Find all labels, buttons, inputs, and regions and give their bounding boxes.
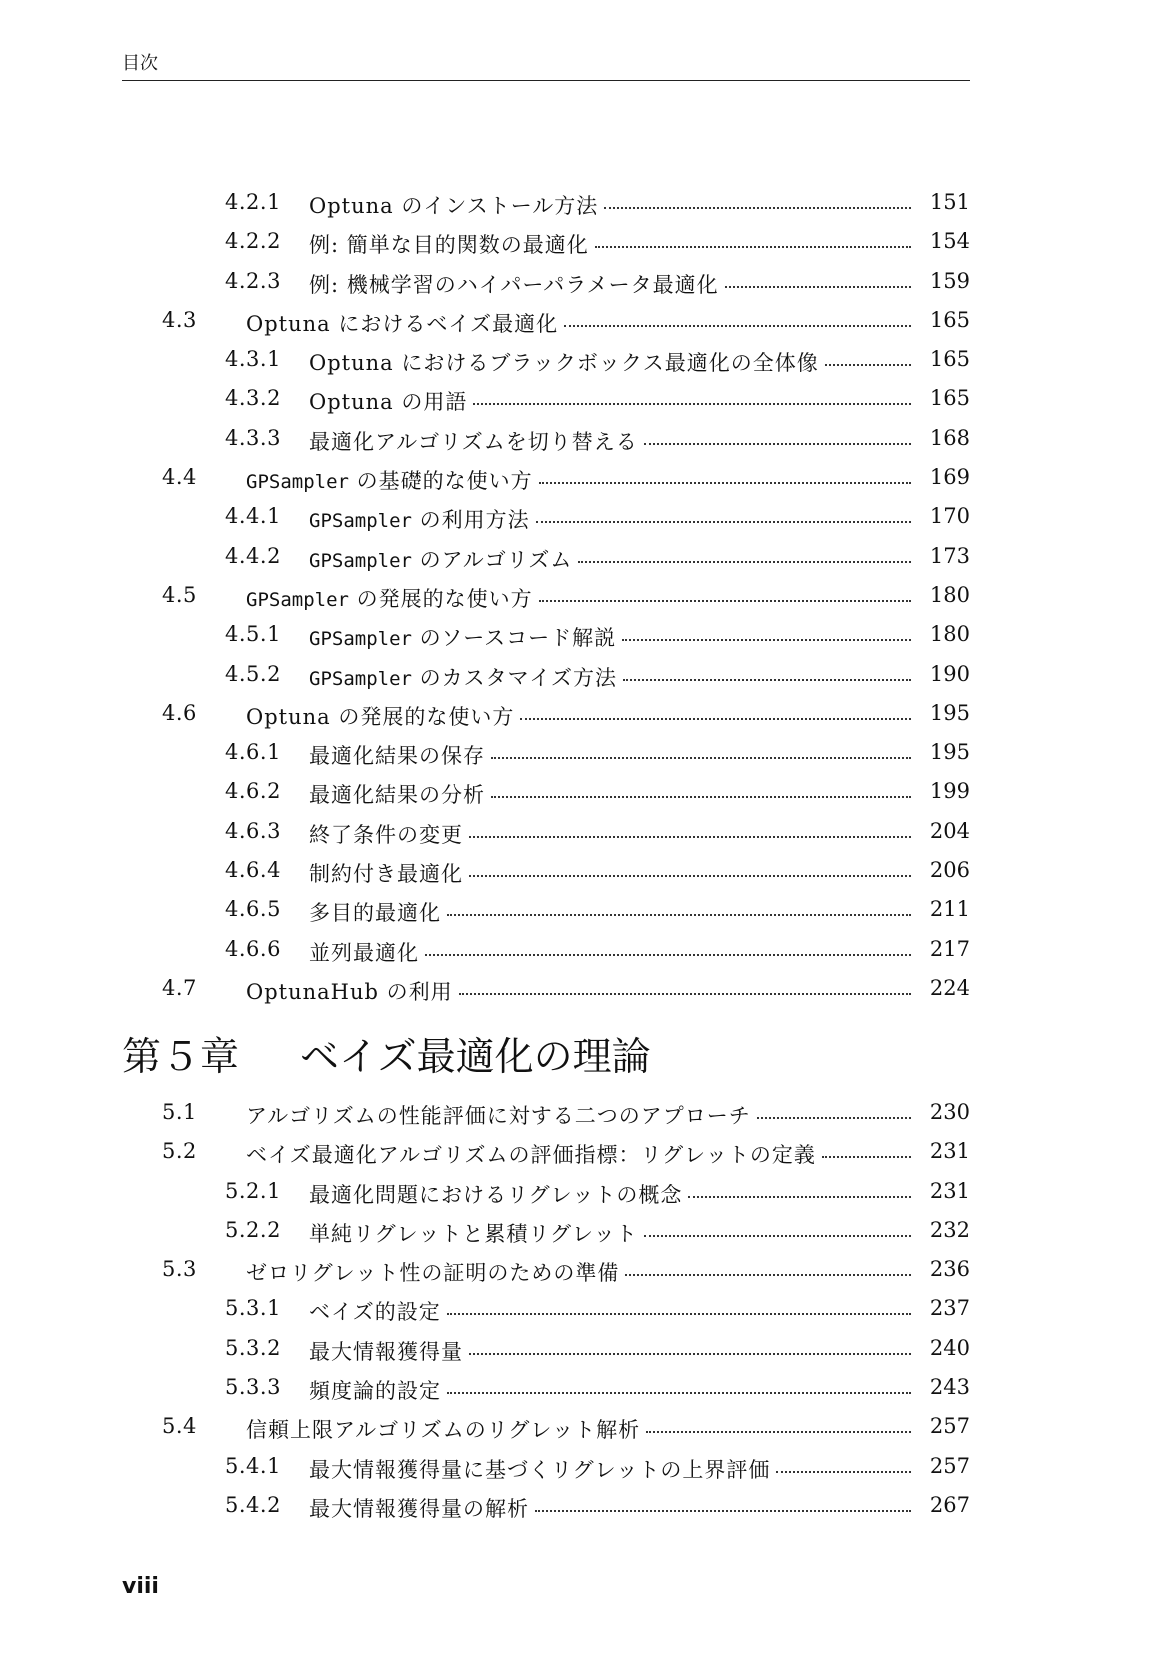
toc-entry-number: 4.5.2 (225, 661, 281, 686)
chapter-heading (122, 1036, 651, 1080)
toc-entry-number: 4.2.3 (225, 268, 281, 293)
toc-dot-leader (459, 993, 911, 995)
toc-entry-page: 224 (929, 975, 970, 1000)
toc-entry-page: 159 (929, 268, 970, 293)
toc-dot-leader (625, 1274, 911, 1276)
toc-entry-title-line (309, 347, 917, 377)
toc-entry[interactable] (0, 459, 1165, 498)
toc-entry-title: Optuna の発展的な使い方 (246, 704, 515, 729)
toc-entry[interactable] (0, 695, 1165, 734)
toc-entry-page: 257 (929, 1453, 970, 1478)
toc-dot-leader (535, 1510, 911, 1512)
toc-entry-title-line (246, 976, 917, 1006)
toc-entry-number: 5.2 (162, 1139, 197, 1164)
toc-entry-title (246, 465, 533, 495)
toc-entry-number: 4.6.6 (225, 936, 281, 961)
toc-entry-title-line (309, 386, 917, 416)
toc-entry[interactable] (0, 577, 1165, 616)
toc-entry-number: 4.2.2 (225, 229, 281, 254)
toc-entry-title-line (246, 1257, 917, 1287)
toc-entry-number: 4.3.3 (225, 425, 281, 450)
toc-entry-number: 5.4.1 (225, 1453, 281, 1478)
toc-entry-title-line (309, 504, 917, 534)
toc-entry-title: 最適化アルゴリズムを切り替える (309, 429, 638, 454)
toc-entry-title: Optuna におけるベイズ最適化 (246, 311, 559, 336)
toc-entry-page: 243 (929, 1375, 970, 1400)
toc-entry-number: 5.3.2 (225, 1335, 281, 1360)
toc-dot-leader (491, 757, 911, 759)
toc-dot-leader (539, 482, 911, 484)
toc-entry-title: 例: 簡単な目的関数の最適化 (309, 233, 589, 258)
toc-entry-title: 制約付き最適化 (309, 862, 463, 887)
toc-dot-leader (776, 1471, 911, 1473)
running-title: 目次 (122, 53, 158, 74)
toc-entry-title-line (246, 701, 917, 731)
toc-section-chapter-4 (0, 184, 1165, 1009)
toc-entry-title-line (309, 937, 917, 967)
toc-entry-page: 199 (929, 779, 970, 804)
toc-entry[interactable] (0, 184, 1165, 223)
toc-entry[interactable] (0, 302, 1165, 341)
toc-entry-title: 最大情報獲得量の解析 (309, 1496, 529, 1521)
toc-entry[interactable] (0, 1212, 1165, 1251)
toc-entry-code: GPSampler (246, 471, 349, 494)
page-number: viii (122, 1574, 159, 1599)
toc-dot-leader (564, 325, 911, 327)
toc-entry-title-line (309, 1296, 917, 1326)
toc-entry[interactable] (0, 970, 1165, 1009)
toc-entry[interactable] (0, 813, 1165, 852)
toc-entry[interactable] (0, 498, 1165, 537)
toc-entry-title (309, 544, 572, 574)
toc-dot-leader (595, 246, 911, 248)
toc-dot-leader (469, 836, 911, 838)
toc-dot-leader (725, 286, 911, 288)
toc-entry-title (309, 504, 530, 534)
toc-entry[interactable] (0, 852, 1165, 891)
toc-entry-title-line (309, 269, 917, 299)
toc-dot-leader (757, 1117, 911, 1119)
toc-entry-number: 4.5.1 (225, 622, 281, 647)
chapter-title: ベイズ最適化の理論 (300, 1035, 651, 1080)
toc-entry-page: 217 (929, 936, 970, 961)
toc-entry[interactable] (0, 616, 1165, 655)
toc-entry-title: Optuna の用語 (309, 390, 468, 415)
toc-entry[interactable] (0, 223, 1165, 262)
toc-entry-title-line (309, 779, 917, 809)
toc-entry-page: 165 (929, 386, 970, 411)
toc-dot-leader (644, 1235, 911, 1237)
toc-entry-title: 信頼上限アルゴリズムのリグレット解析 (246, 1418, 641, 1443)
toc-entry-number: 4.4 (162, 465, 197, 490)
toc-dot-leader (539, 600, 911, 602)
toc-entry-number: 5.2.2 (225, 1217, 281, 1242)
toc-entry-number: 4.7 (162, 975, 197, 1000)
toc-entry-page: 165 (929, 347, 970, 372)
toc-entry-title-line (309, 229, 917, 259)
toc-dot-leader (604, 207, 911, 209)
toc-entry-title-line (246, 1414, 917, 1444)
toc-entry[interactable] (0, 1094, 1165, 1133)
toc-entry-title: 単純リグレットと累積リグレット (309, 1221, 638, 1246)
toc-entry-title: 頻度論的設定 (309, 1379, 441, 1404)
toc-entry-number: 5.4.2 (225, 1492, 281, 1517)
toc-entry-page: 257 (929, 1414, 970, 1439)
toc-entry-page: 154 (929, 229, 970, 254)
toc-entry-page: 211 (929, 897, 970, 922)
toc-entry-code: GPSampler (309, 549, 412, 572)
toc-dot-leader (469, 1353, 911, 1355)
toc-entry-title: ゼロリグレット性の証明のための準備 (246, 1261, 620, 1286)
toc-entry-page: 231 (929, 1178, 970, 1203)
toc-dot-leader (622, 639, 911, 641)
toc-entry-title-line (309, 897, 917, 927)
toc-entry-page: 180 (929, 582, 970, 607)
toc-dot-leader (646, 1431, 911, 1433)
toc-entry-title-text: の発展的な使い方 (348, 586, 533, 611)
toc-entry-title-line (309, 1454, 917, 1484)
toc-entry-title: Optuna におけるブラックボックス最適化の全体像 (309, 351, 819, 376)
toc-entry-page: 190 (929, 661, 970, 686)
chapter-label: 第５章 (122, 1035, 240, 1080)
toc-entry-title-text: のアルゴリズム (411, 547, 573, 572)
toc-dot-leader (425, 954, 911, 956)
toc-entry-title-line (309, 1179, 917, 1209)
toc-entry-page: 170 (929, 504, 970, 529)
toc-dot-leader (447, 1392, 911, 1394)
toc-entry[interactable] (0, 1251, 1165, 1290)
toc-dot-leader (822, 1156, 911, 1158)
toc-entry-page: 165 (929, 307, 970, 332)
toc-entry-title: 最大情報獲得量に基づくリグレットの上界評価 (309, 1457, 771, 1482)
toc-entry-title: 多目的最適化 (309, 901, 441, 926)
toc-section-chapter-5 (0, 1094, 1165, 1526)
toc-entry-title-line (309, 426, 917, 456)
toc-entry-number: 5.2.1 (225, 1178, 281, 1203)
toc-entry[interactable] (0, 420, 1165, 459)
toc-entry-code: GPSampler (309, 667, 412, 690)
toc-entry-title (309, 662, 617, 692)
toc-entry-number: 4.6.2 (225, 779, 281, 804)
toc-entry[interactable] (0, 734, 1165, 773)
toc-dot-leader (520, 718, 911, 720)
toc-entry[interactable] (0, 1487, 1165, 1526)
toc-entry-title-line (309, 1493, 917, 1523)
toc-entry-title-line (309, 190, 917, 220)
toc-entry-title-line (309, 858, 917, 888)
toc-entry-title: 例: 機械学習のハイパーパラメータ最適化 (309, 272, 719, 297)
toc-entry-title-text: のソースコード解説 (411, 626, 617, 651)
toc-entry-title-line (309, 1218, 917, 1248)
running-header (122, 54, 970, 81)
toc-entry-title-line (309, 544, 917, 574)
toc-entry-number: 4.3.2 (225, 386, 281, 411)
toc-dot-leader (491, 796, 911, 798)
toc-entry-page: 230 (929, 1100, 970, 1124)
toc-entry-title-line (309, 1336, 917, 1366)
toc-dot-leader (623, 679, 911, 681)
toc-entry-title: 最適化結果の保存 (309, 744, 485, 769)
toc-entry-number: 5.3 (162, 1257, 197, 1282)
toc-entry-number: 4.4.2 (225, 543, 281, 568)
toc-entry-number: 4.3.1 (225, 347, 281, 372)
toc-entry[interactable] (0, 1448, 1165, 1487)
toc-entry-title-line (246, 1100, 917, 1130)
toc-entry-title-text: のカスタマイズ方法 (411, 665, 617, 690)
toc-entry[interactable] (0, 773, 1165, 812)
toc-entry-page: 231 (929, 1139, 970, 1164)
toc-entry-page: 240 (929, 1335, 970, 1360)
toc-entry[interactable] (0, 1133, 1165, 1172)
toc-entry-title-line (246, 1139, 917, 1169)
toc-entry-code: GPSampler (309, 510, 412, 533)
toc-entry-number: 5.3.1 (225, 1296, 281, 1321)
toc-entry-title-line (309, 740, 917, 770)
toc-entry-code: GPSampler (246, 588, 349, 611)
toc-entry-title: アルゴリズムの性能評価に対する二つのアプローチ (246, 1104, 751, 1128)
toc-entry-title-line (309, 662, 917, 692)
toc-entry-page: 204 (929, 818, 970, 843)
toc-dot-leader (469, 875, 911, 877)
toc-dot-leader (825, 364, 911, 366)
toc-dot-leader (473, 403, 911, 405)
toc-entry[interactable] (0, 1369, 1165, 1408)
toc-entry-title: ベイズ最適化アルゴリズムの評価指標：リグレットの定義 (246, 1143, 816, 1168)
toc-entry-number: 4.6.3 (225, 818, 281, 843)
toc-entry-title-line (309, 1375, 917, 1405)
toc-entry-title: 並列最適化 (309, 940, 419, 965)
toc-dot-leader (536, 521, 911, 523)
toc-dot-leader (447, 1313, 911, 1315)
toc-entry-title: 最適化結果の分析 (309, 783, 485, 808)
toc-entry[interactable] (0, 341, 1165, 380)
toc-entry-page: 267 (929, 1492, 970, 1517)
toc-entry-page: 173 (929, 543, 970, 568)
toc-entry[interactable] (0, 1330, 1165, 1369)
toc-entry-code: GPSampler (309, 628, 412, 651)
toc-entry-title-line (309, 819, 917, 849)
toc-entry-page: 195 (929, 740, 970, 765)
toc-entry-title-text: の利用方法 (411, 508, 530, 533)
toc-entry-number: 4.6.4 (225, 858, 281, 883)
toc-entry-title-line (246, 583, 917, 613)
toc-entry-number: 4.2.1 (225, 190, 281, 214)
toc-entry-page: 206 (929, 858, 970, 883)
toc-entry[interactable] (0, 1290, 1165, 1329)
toc-entry-page: 168 (929, 425, 970, 450)
toc-entry[interactable] (0, 263, 1165, 302)
toc-entry-title-line (246, 308, 917, 338)
toc-entry[interactable] (0, 931, 1165, 970)
toc-entry-number: 4.6.5 (225, 897, 281, 922)
toc-entry-title-line (246, 465, 917, 495)
toc-entry-title-text: の基礎的な使い方 (348, 469, 533, 494)
toc-entry-number: 5.4 (162, 1414, 197, 1439)
toc-entry-number: 4.3 (162, 307, 197, 332)
toc-entry-title: 終了条件の変更 (309, 822, 463, 847)
toc-entry[interactable] (0, 1173, 1165, 1212)
toc-entry-number: 4.4.1 (225, 504, 281, 529)
toc-entry-title (309, 622, 616, 652)
toc-entry-title: OptunaHub の利用 (246, 979, 453, 1004)
toc-entry-page: 232 (929, 1217, 970, 1242)
toc-dot-leader (688, 1196, 911, 1198)
toc-entry[interactable] (0, 656, 1165, 695)
toc-entry-title: ベイズ的設定 (309, 1300, 441, 1325)
toc-entry-page: 169 (929, 465, 970, 490)
toc-entry-title-line (309, 622, 917, 652)
toc-entry[interactable] (0, 538, 1165, 577)
toc-entry-number: 4.6.1 (225, 740, 281, 765)
toc-entry-number: 4.5 (162, 582, 197, 607)
toc-dot-leader (447, 914, 911, 916)
toc-entry[interactable] (0, 380, 1165, 419)
toc-entry-title (246, 583, 533, 613)
toc-dot-leader (644, 443, 911, 445)
toc-entry-number: 4.6 (162, 700, 197, 725)
toc-entry-title: 最大情報獲得量 (309, 1339, 463, 1364)
toc-entry-title: 最適化問題におけるリグレットの概念 (309, 1182, 683, 1207)
toc-entry-title: Optuna のインストール方法 (309, 194, 599, 218)
toc-entry[interactable] (0, 891, 1165, 930)
toc-dot-leader (578, 561, 911, 563)
toc-entry-number: 5.3.3 (225, 1375, 281, 1400)
toc-entry-page: 195 (929, 700, 970, 725)
toc-entry-number: 5.1 (162, 1100, 197, 1124)
toc-entry-page: 180 (929, 622, 970, 647)
toc-entry-page: 236 (929, 1257, 970, 1282)
toc-entry-page: 151 (929, 190, 970, 214)
toc-entry[interactable] (0, 1408, 1165, 1447)
toc-entry-page: 237 (929, 1296, 970, 1321)
